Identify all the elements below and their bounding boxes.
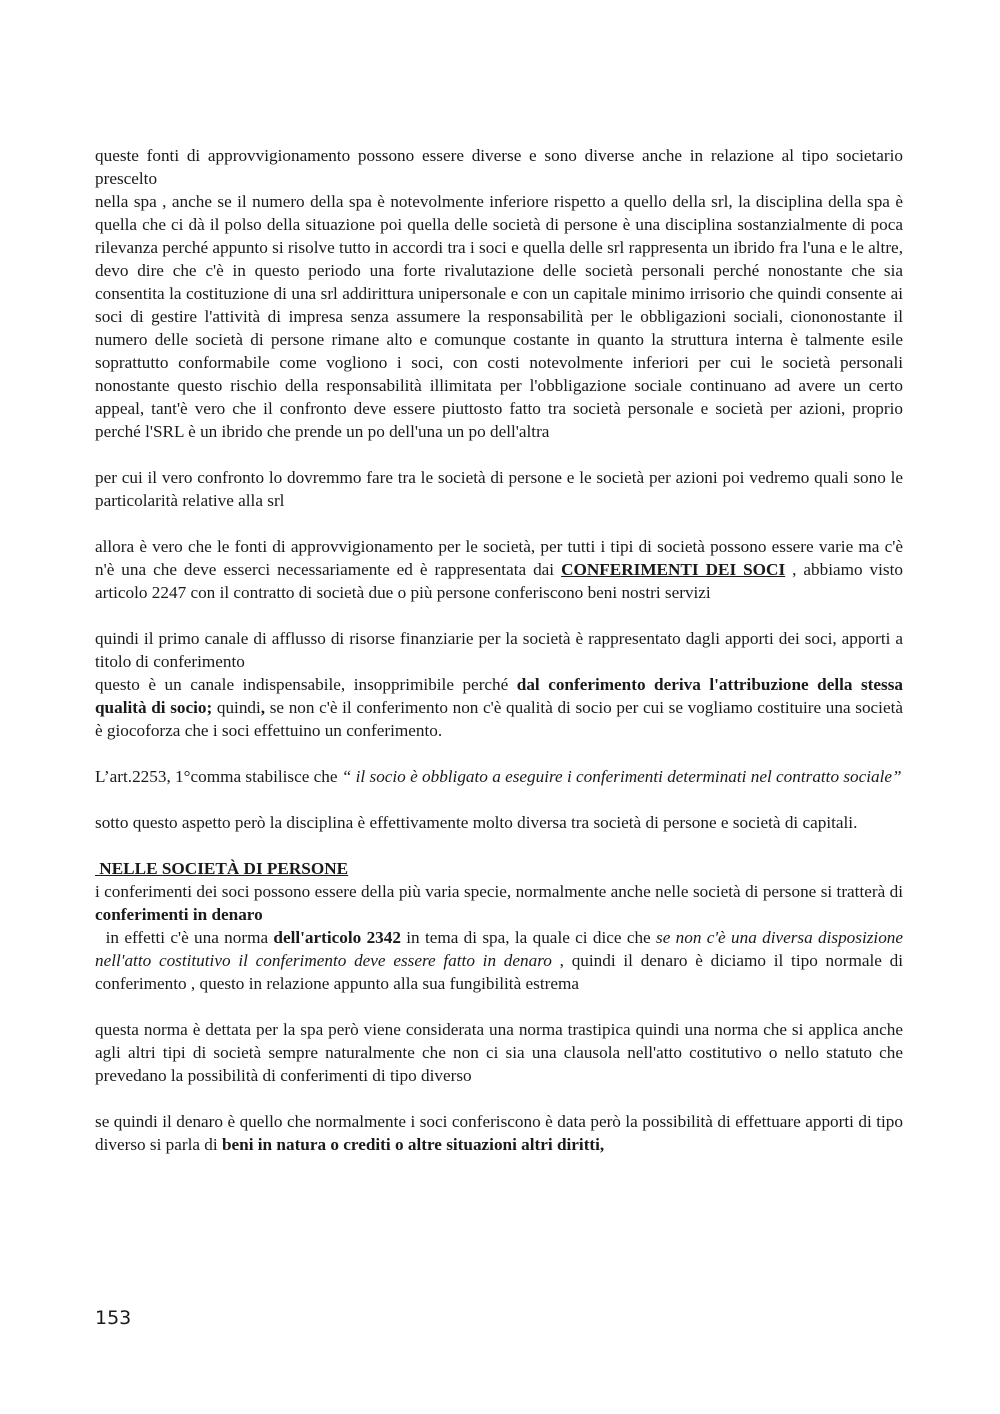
text-run: allora è vero che le fonti di approvvigionamento per le società, per tutti i tipi di società possono essere varie ma c'è n'è una che deve esserci necessariamente ed è rappresentata dai [95,537,903,579]
text-run: in effetti c'è una norma [95,928,274,947]
section-heading-text: NELLE SOCIETÀ DI PERSONE [95,859,349,878]
text-run: quindi il primo canale di afflusso di risorse finanziarie per la società è rappresentato dagli apporti dei soci, apporti a titolo di conferimento [95,629,903,671]
text-run: in tema di spa, la quale ci dice che [400,928,657,947]
text-run: , abbiamo visto articolo 2247 con il contratto di società due o più persone conferiscono beni nostri servizi [95,560,903,602]
page-number: 153 [95,1307,132,1329]
paragraph [95,880,903,926]
paragraph [95,190,903,443]
paragraph [95,673,903,742]
text-run: per cui il vero confronto lo dovremmo fare tra le società di persone e le società per azioni poi vedremo quali sono le particolarità relative alla srl [95,468,903,510]
paragraph [95,1018,903,1087]
paragraph [95,1110,903,1156]
emphasis-conferimenti-dei-soci: CONFERIMENTI DEI SOCI [561,560,786,579]
section-heading [95,857,903,880]
text-run: queste fonti di approvvigionamento possono essere diverse e sono diverse anche in relazione al tipo societario prescelto [95,146,903,188]
bold-text: conferimenti in denaro [95,905,263,924]
text-run: se quindi il denaro è quello che normalmente i soci conferiscono è data però la possibilità di effettuare apporti di tipo diverso si parla di [95,1112,903,1154]
quote-italic: “ il socio è obbligato a eseguire i conferimenti determinati nel contratto sociale” [341,767,902,786]
text-run: L’art.2253, 1°comma stabilisce che [95,767,342,786]
paragraph [95,627,903,673]
text-run: se non c'è il conferimento non c'è qualità di socio per cui se vogliamo costituire una società è giocoforza che i soci effettuino un conferimento. [95,698,903,740]
text-run: questa norma è dettata per la spa però viene considerata una norma trastipica quindi una norma che si applica anche agli altri tipi di società sempre naturalmente che non ci sia una clausola nell'atto costitutivo o nello statuto che prevedano la possibilità di conferimenti di tipo diverso [95,1020,903,1085]
bold-text: , [260,698,266,717]
text-run: questo è un canale indispensabile, insopprimibile perché [95,675,517,694]
document-page [95,144,903,1156]
paragraph [95,535,903,604]
text-run: quindi [212,698,261,717]
bold-text: dell'articolo 2342 [273,928,401,947]
italic-text: se non c'è una diversa disposizione nell'atto costitutivo il conferimento deve essere fatto in denaro [95,928,904,970]
text-run: sotto questo aspetto però la disciplina è effettivamente molto diversa tra società di persone e società di capitali. [95,813,858,832]
bold-text: beni in natura o crediti o altre situazioni altri diritti, [221,1135,605,1154]
paragraph [95,926,903,995]
bold-text: dal conferimento deriva l'attribuzione della stessa qualità di socio; [95,675,903,717]
text-run: nella spa , anche se il numero della spa è notevolmente inferiore rispetto a quello della srl, la disciplina della spa è quella che ci dà il polso della situazione poi quella delle società di persone è una disciplina sostanzialmente di poca rilevanza perché appunto si risolve tutto in accordi tra i soci e quella delle srl rappresenta un ibrido fra l'una e le altre, devo dire che c'è in questo periodo una forte rivalutazione delle società personali perché nonostante che sia consentita la costituzione di una srl addirittura unipersonale e con un capitale minimo irrisorio che quindi consente ai soci di gestire l'attività di impresa senza assumere la responsabilità per le obbligazioni sociali, ciononostante il numero delle società di persone rimane alto e comunque costante in quanto la struttura interna è talmente esile soprattutto conformabile come vogliono i soci, con costi notevolmente inferiori per cui le società personali nonostante questo rischio della responsabilità illimitata per l'obbligazione sociale continuano ad avere un certo appeal, tant'è vero che il confronto deve essere piuttosto fatto tra società personale e società per azioni, proprio perché l'SRL è un ibrido che prende un po dell'una un po dell'altra [95,192,903,441]
paragraph [95,144,903,190]
paragraph [95,466,903,512]
paragraph [95,765,903,788]
text-run: i conferimenti dei soci possono essere della più varia specie, normalmente anche nelle società di persone si tratterà di [95,882,903,901]
paragraph [95,811,903,834]
text-run: , quindi il denaro è diciamo il tipo normale di conferimento , questo in relazione appunto alla sua fungibilità estrema [95,951,904,993]
